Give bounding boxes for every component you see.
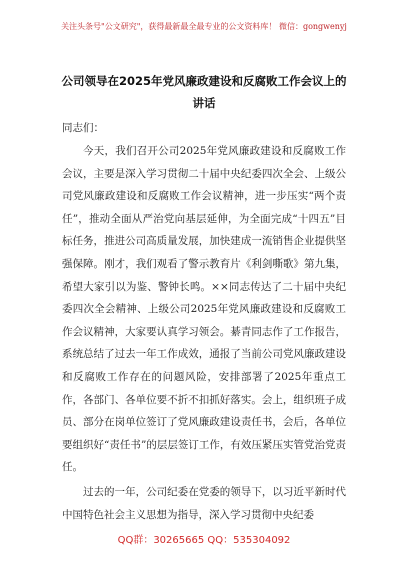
header-promo-note: 关注头条号"公文研究"，获得最新最全最专业的公文资料库！ 微信：gongwenyj <box>61 22 347 31</box>
document-title: 公司领导在2025年党风廉政建设和反腐败工作会议上的讲话 <box>61 74 347 110</box>
footer-contact: QQ群：30265665 QQ：535304092 <box>117 535 291 546</box>
paragraph-2: 过去的一年，公司纪委在党委的领导下，以习近平新时代中国特色社会主义思想为指导，深入学习贯彻中央纪委 <box>62 486 346 521</box>
paragraph-1: 今天，我们召开公司2025年党风廉政建设和反腐败工作会议，主要是深入学习贯彻二十届中央纪委四次全会、上级公司党风廉政建设和反腐败工作会议精神，进一步压实“两个责任”，推动全面从严治党向基层延伸，为全面完成“十四五”目标任务，推进公司高质量发展，加快建成一流销售企业提供坚强保障。刚才，我们观看了警示教育片《利剑嘶歌》第九集，希望大家引以为鉴、警钟长鸣。××同志传达了二十届中央纪委四次全会精神、上级公司2025年党风廉政建设和反腐败工作会议精神，大家要认真学习领会。綦青同志作了工作报告，系统总结了过去一年工作成效，通报了当前公司党风廉政建设和反腐败工作存在的问题风险，安排部署了2025年重点工作，各部门、各单位要不折不扣抓好落实。会上，组织班子成员、部分在岗单位签订了党风廉政建设责任书，会后，各单位要组织好“责任书”的层层签订工作，有效压紧压实管党治党责任。 <box>62 145 346 474</box>
salutation: 同志们： <box>62 122 104 134</box>
